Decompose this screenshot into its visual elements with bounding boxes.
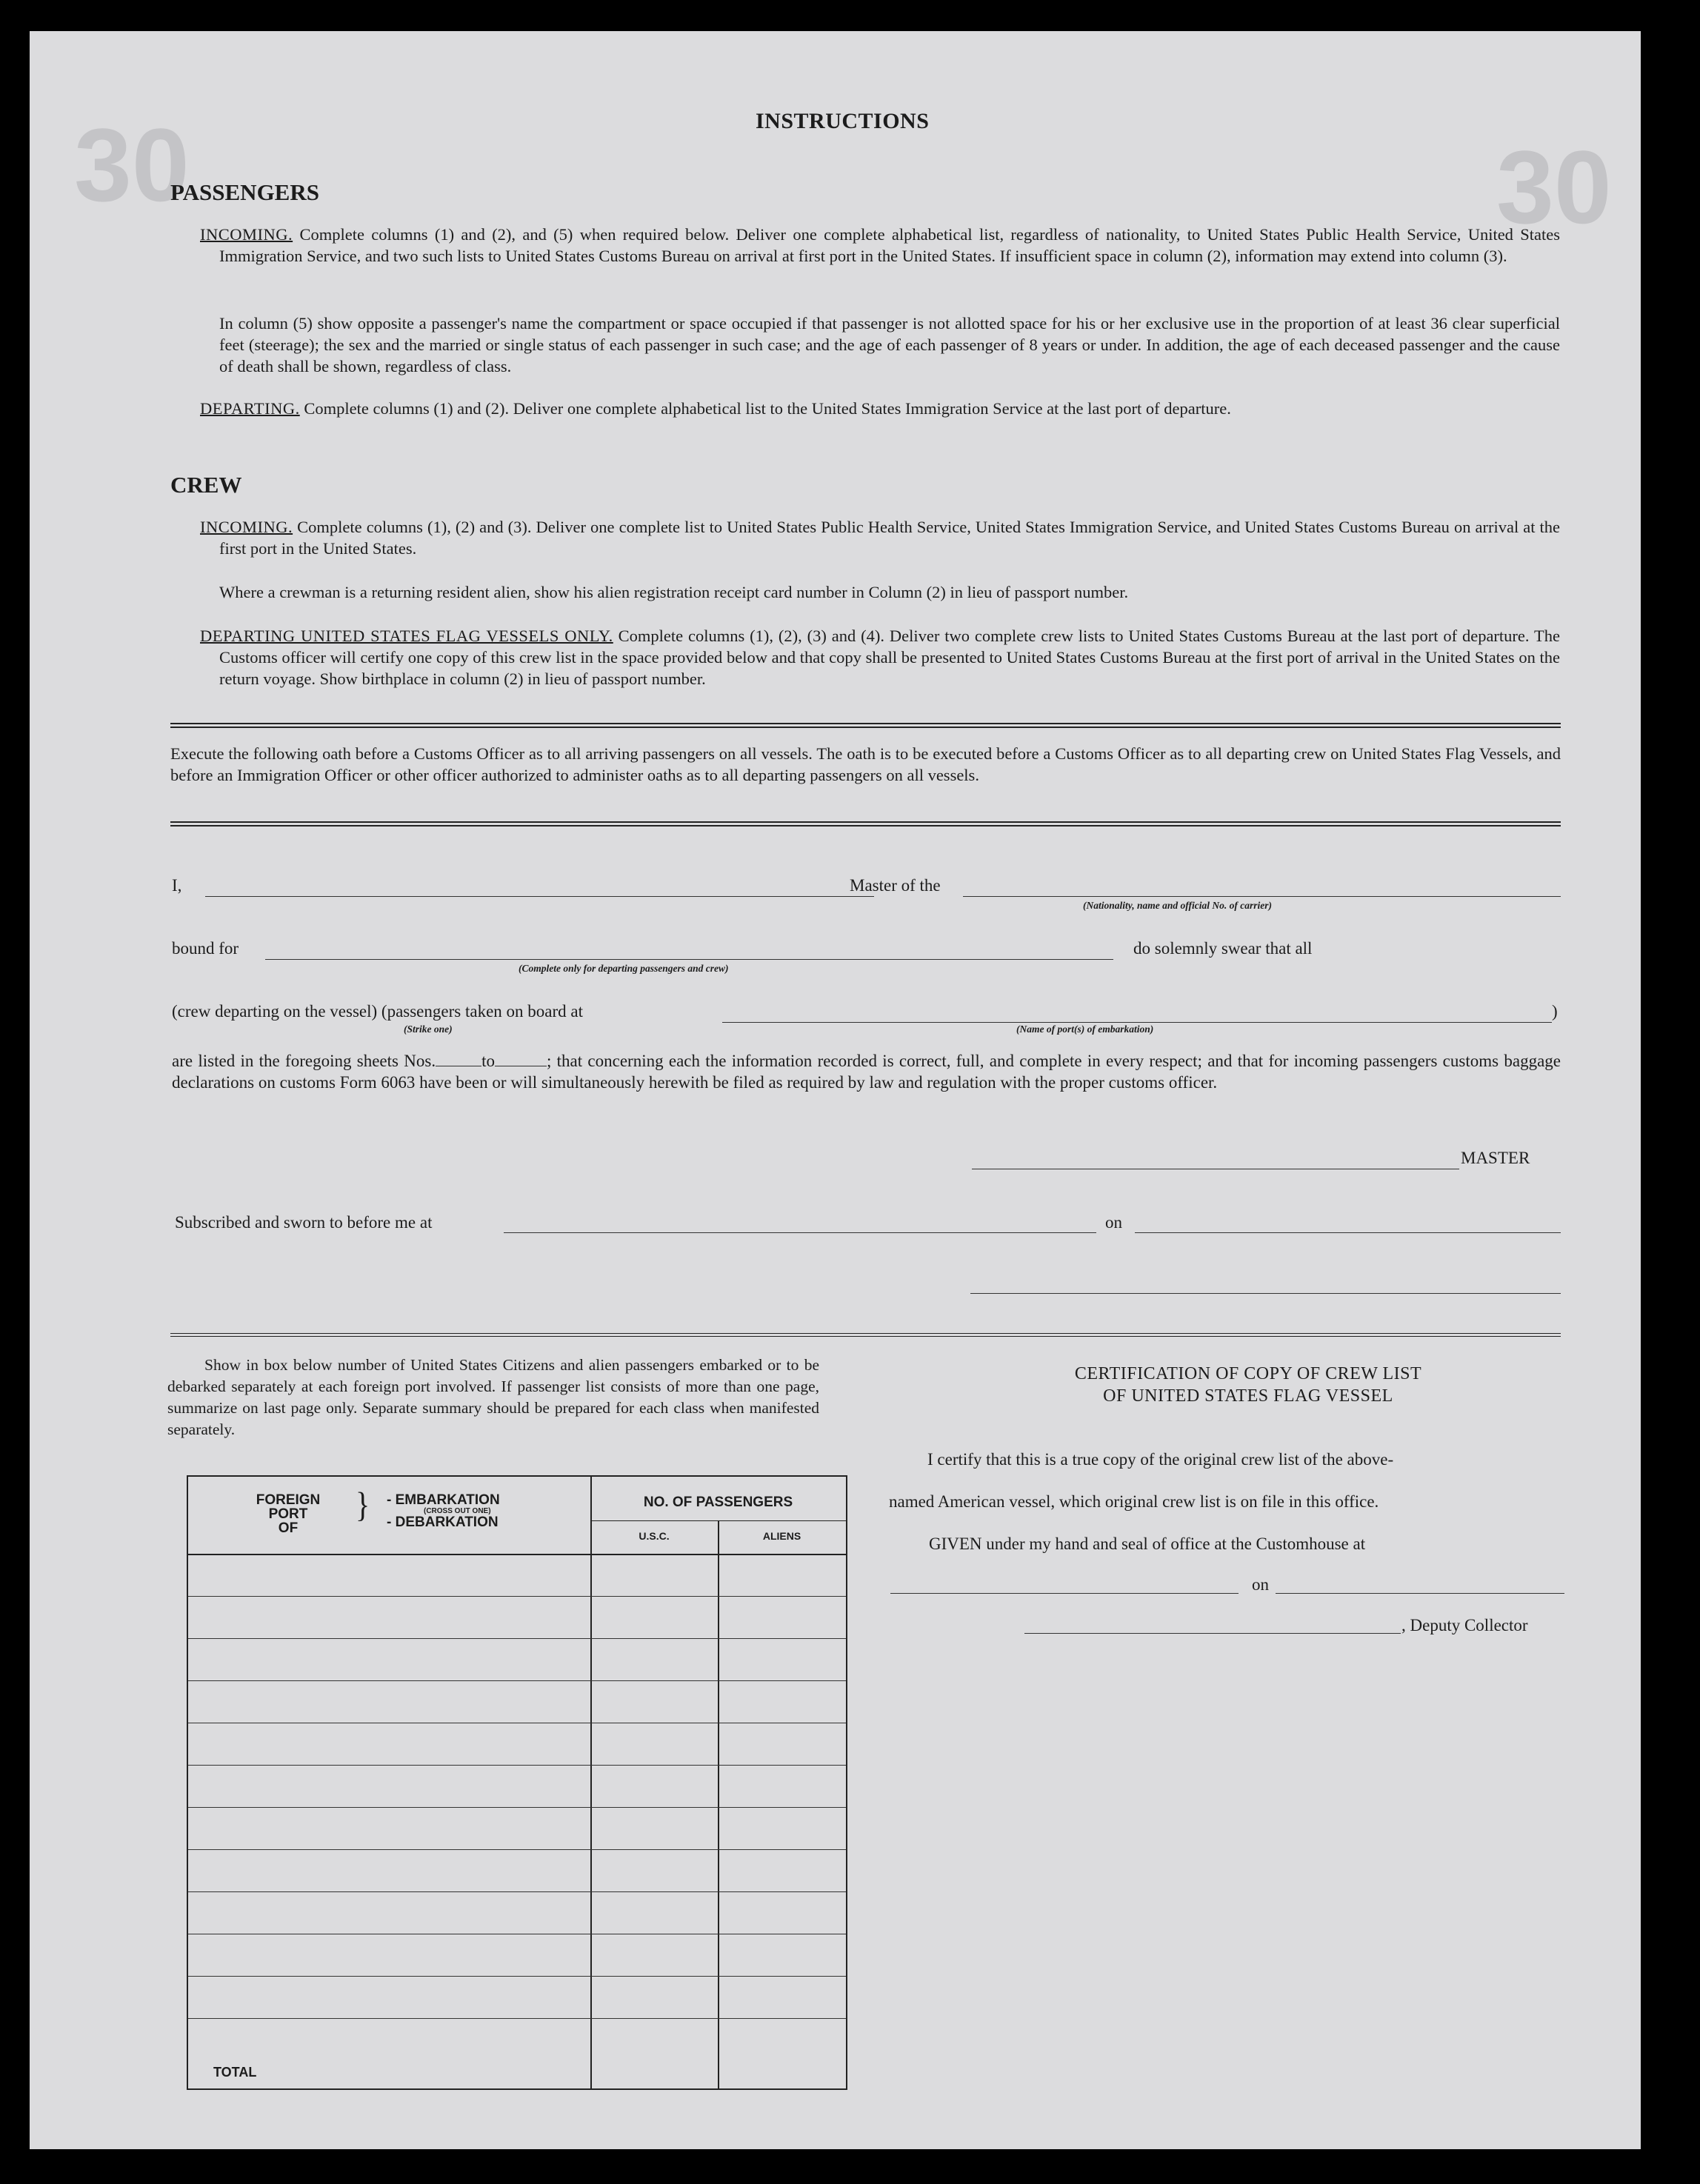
sworn-on-label: on [1105,1213,1122,1232]
header-usc: U.S.C. [639,1530,670,1542]
swear-label: do solemnly swear that all [1133,939,1313,958]
crew-departing-paragraph [200,625,1560,689]
bound-for-label: bound for [172,939,239,958]
table-row[interactable] [188,2018,846,2019]
table-divider-secondary [718,1520,719,2088]
bound-for-line[interactable] [265,959,1113,960]
header-no-passengers: NO. OF PASSENGERS [643,1495,793,1510]
listed-to: to [481,1052,495,1070]
listed-paragraph [172,1050,1561,1093]
certification-title-line1: CERTIFICATION OF COPY OF CREW LIST [1074,1364,1422,1383]
table-header-rule [188,1554,846,1555]
section-divider-3 [170,1333,1561,1337]
carrier-line[interactable] [963,896,1561,897]
table-row[interactable] [188,1807,846,1808]
table-row[interactable] [188,1638,846,1639]
total-label: TOTAL [213,2065,257,2080]
header-port: PORT [268,1506,308,1522]
crew-departing-lead: DEPARTING UNITED STATES FLAG VESSELS ONLY. [200,627,613,645]
port-caption: (Name of port(s) of embarkation) [1016,1023,1154,1035]
deputy-collector-label: , Deputy Collector [1401,1616,1528,1634]
table-divider-main [590,1477,592,2088]
document-page [30,31,1641,2149]
bleed-through-number-right: 30 [1496,129,1612,245]
passenger-summary-table [187,1475,847,2090]
strike-caption: (Strike one) [404,1023,453,1035]
passengers-incoming-text: Complete columns (1) and (2), and (5) when required below. Deliver one complete alphabetical list, regardless of nationality, to United States Public Health Service, United States Immigration Service, and two such lists to United States Customs Bureau on arrival at first port in the United States. If insufficient space in column (2), information may extend into column (3). [219,225,1561,265]
header-foreign: FOREIGN [256,1492,321,1508]
certification-title-line2: OF UNITED STATES FLAG VESSEL [1103,1386,1393,1406]
passengers-column5-paragraph: In column (5) show opposite a passenger's name the compartment or space occupied if that passenger is not allotted space for his or her exclusive use in the proportion of at least 36 clear superficial feet (steerage); the sex and the married or single status of each passenger in such case; and the age of each passenger of 8 years or under. In addition, the age of each deceased passenger and the cause of death shall be shown, regardless of class. [219,314,1560,375]
table-row[interactable] [188,1765,846,1766]
oath-intro-paragraph: Execute the following oath before a Customs Officer as to all arriving passengers on all vessels. The oath is to be executed before a Customs Officer as to all departing crew on United States Flag Vessels, and before an Immigration Officer or other officer authorized to administer oaths as to all departing passengers on all vessels. [170,744,1561,784]
passengers-heading: PASSENGERS [170,179,319,205]
header-brace: } [356,1484,370,1525]
close-paren: ) [1552,1002,1558,1021]
bleed-through-number: 30 [74,107,190,223]
passengers-incoming-paragraph [200,224,1561,267]
given-line: GIVEN under my hand and seal of office at the Customhouse at [929,1535,1366,1553]
certification-on-label: on [1252,1575,1269,1594]
customhouse-line[interactable] [890,1593,1239,1594]
summary-instructions: Show in box below number of United States Citizens and alien passengers embarked or to be debarked separately at each foreign port involved. If passenger list consists of more than one page, summarize on last page only. Separate summary should be prepared for each class when manifested separately. [167,1356,819,1438]
subscribed-label: Subscribed and sworn to before me at [175,1213,433,1232]
table-row[interactable] [188,1680,846,1681]
crew-alien-paragraph: Where a crewman is a returning resident alien, show his alien registration receipt card number in Column (2) in lieu of passport number. [219,583,1129,601]
table-row[interactable] [188,1849,846,1850]
crew-departing-label: (crew departing on the vessel) (passengers taken on board at [172,1002,583,1021]
oath-i-label: I, [172,876,182,895]
header-of: OF [278,1520,299,1536]
listed-rest: ; that concerning each the information recorded is correct, full, and complete in every respect; and that for incoming passengers customs baggage declarations on customs Form 6063 have been or will simultaneously herewith be filed as required by law and regulation with the proper customs officer. [172,1052,1561,1092]
officer-signature-line[interactable] [970,1293,1561,1294]
certification-date-line[interactable] [1276,1593,1564,1594]
passengers-departing-paragraph [200,398,1560,419]
master-name-line[interactable] [205,896,874,897]
page-title: INSTRUCTIONS [756,109,930,133]
header-debarkation: - DEBARKATION [387,1515,499,1530]
table-row[interactable] [188,1976,846,1977]
table-row[interactable] [188,1891,846,1892]
table-header-embarkation [387,1493,500,1529]
passengers-departing-lead: DEPARTING. [200,399,300,418]
table-subheader-rule [590,1520,846,1521]
deputy-signature-line[interactable] [1024,1633,1401,1634]
header-aliens: ALIENS [762,1530,801,1542]
passengers-departing-text: Complete columns (1) and (2). Deliver one complete alphabetical list to the United States Immigration Service at the last port of departure. [304,399,1231,418]
header-embarkation: - EMBARKATION [387,1492,500,1508]
certification-title [948,1363,1548,1407]
passengers-incoming-lead: INCOMING. [200,225,293,244]
sworn-date-line[interactable] [1135,1232,1561,1233]
sworn-place-line[interactable] [504,1232,1096,1233]
crew-incoming-text: Complete columns (1), (2) and (3). Deliver one complete list to United States Public Health Service, United States Immigration Service, and United States Customs Bureau on arrival at the first port in the United States. [219,518,1561,558]
section-divider-2 [170,821,1561,826]
embarkation-port-line[interactable] [722,1022,1552,1023]
table-header-foreign-port [233,1493,344,1535]
section-divider [170,723,1561,728]
master-label: MASTER [1461,1149,1530,1167]
crew-heading: CREW [170,472,242,498]
crew-incoming-lead: INCOMING. [200,518,293,536]
carrier-caption: (Nationality, name and official No. of carrier) [1083,900,1272,911]
crew-departing-text: Complete columns (1), (2), (3) and (4). Deliver two complete crew lists to United States Customs Bureau at the last port of departure. The Customs officer will certify one copy of this crew list in the space provided below and that copy shall be presented to United States Customs Bureau at the first port of arrival in the United States on the return voyage. Show birthplace in column (2) in lieu of passport number. [219,627,1560,688]
header-cross-out: (CROSS OUT ONE) [424,1507,491,1515]
certify-line1: I certify that this is a true copy of the original crew list of the above- [927,1450,1394,1469]
table-row[interactable] [188,1596,846,1597]
certify-line2: named American vessel, which original crew list is on file in this office. [889,1492,1379,1511]
listed-prefix: are listed in the foregoing sheets Nos. [172,1052,436,1070]
bound-caption: (Complete only for departing passengers and crew) [519,963,729,974]
master-of-label: Master of the [850,876,941,895]
crew-incoming-paragraph [200,516,1561,559]
